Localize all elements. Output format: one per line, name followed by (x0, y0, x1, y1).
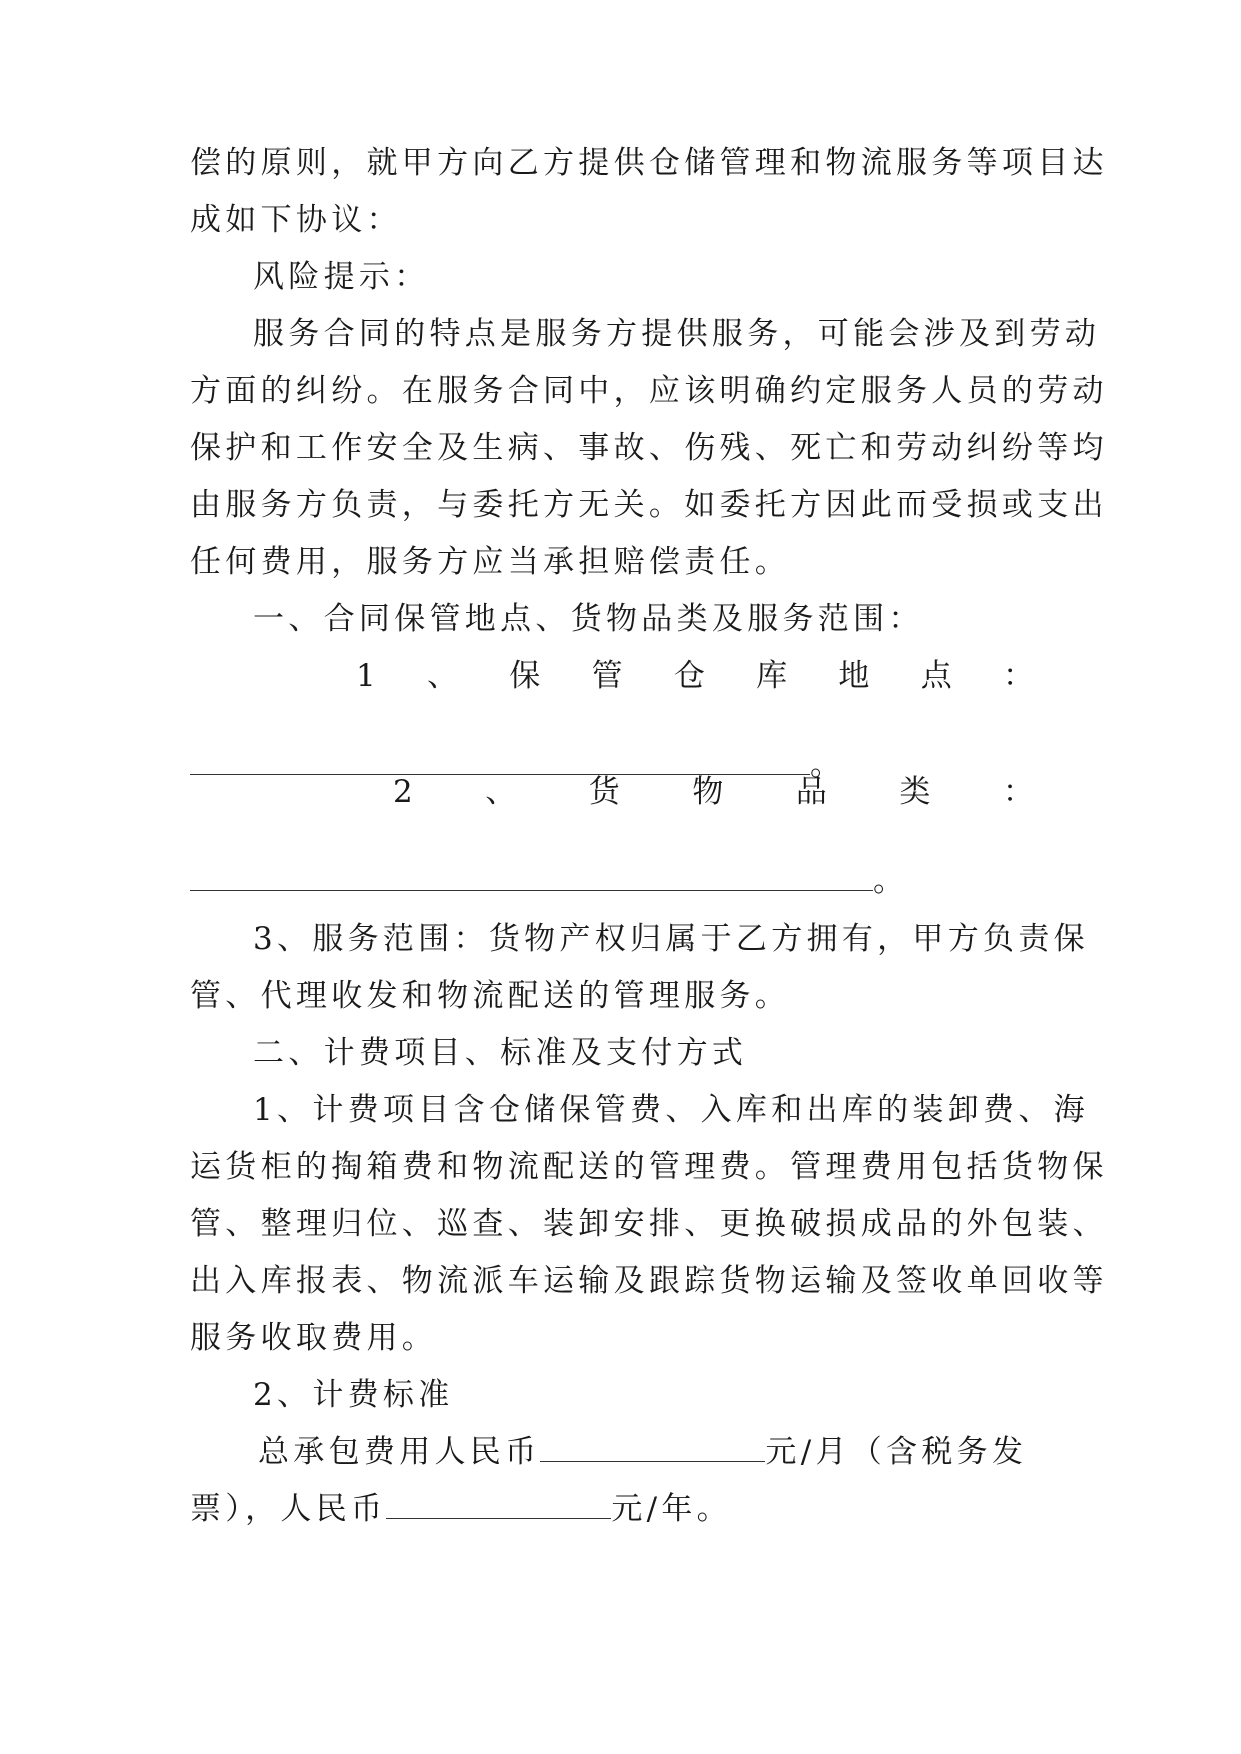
fee-mid: 元/月（含税务发 (765, 1434, 1028, 1470)
item2-end: 。 (873, 863, 904, 899)
text-line: 任何费用，服务方应当承担赔偿责任。 (190, 544, 791, 580)
text-line: 出入库报表、物流派车运输及跟踪货物运输及签收单回收等 (190, 1263, 1108, 1299)
text-line: 管、整理归位、巡查、装卸安排、更换破损成品的外包装、 (190, 1206, 1108, 1242)
item2-line (393, 770, 1034, 814)
text-line: 运货柜的掏箱费和物流配送的管理费。管理费用包括货物保 (190, 1149, 1108, 1185)
fee-line2-suffix: 元/年。 (611, 1491, 732, 1527)
item2-char: 品 (795, 774, 827, 810)
item1-char: 保 (509, 658, 541, 694)
section-heading: 风险提示： (253, 259, 430, 295)
item2-char: ： (1002, 774, 1034, 810)
item1-char: 地 (838, 658, 870, 694)
item2-char: 类 (899, 774, 931, 810)
text-line: 管、代理收发和物流配送的管理服务。 (190, 978, 791, 1014)
text-line: 保护和工作安全及生病、事故、伤残、死亡和劳动纠纷等均 (190, 430, 1108, 466)
fee-line2-prefix: 票），人民币 (190, 1491, 387, 1527)
item2-blank-line (190, 861, 904, 901)
item1-char: 管 (591, 658, 623, 694)
fee-line (258, 1430, 1052, 1474)
section-heading: 二、计费项目、标准及支付方式 (253, 1035, 748, 1071)
item1-char: 仓 (673, 658, 705, 694)
item1-line (356, 654, 1034, 698)
text-line: 由服务方负责，与委托方无关。如委托方因此而受损或支出 (190, 487, 1108, 523)
item1-char: 库 (756, 658, 788, 694)
item1-end: 。 (810, 747, 841, 783)
fee-line-2 (190, 1487, 1052, 1531)
item2-char: 、 (485, 774, 517, 810)
text-line: 服务合同的特点是服务方提供服务，可能会涉及到劳动 (253, 316, 1101, 352)
item1-char: 、 (427, 658, 459, 694)
monthly-fee-blank[interactable] (540, 1431, 765, 1462)
item1-char: ： (1002, 658, 1034, 694)
fee-prefix: 总承包费用人民币 (258, 1434, 541, 1470)
yearly-fee-blank[interactable] (386, 1488, 611, 1519)
item2-char: 货 (588, 774, 620, 810)
section-heading: 一、合同保管地点、货物品类及服务范围： (253, 601, 924, 637)
item1-char: 点 (920, 658, 952, 694)
text-line: 服务收取费用。 (190, 1320, 438, 1356)
item2-char: 2 (393, 774, 413, 810)
item1-char: 1 (356, 658, 376, 694)
item2-char: 物 (692, 774, 724, 810)
text-line: 3、服务范围：货物产权归属于乙方拥有，甲方负责保 (253, 921, 1089, 957)
text-line: 成如下协议： (190, 202, 402, 238)
subheading: 2、计费标准 (253, 1377, 454, 1413)
item2-blank[interactable] (190, 864, 873, 891)
text-line: 方面的纠纷。在服务合同中，应该明确约定服务人员的劳动 (190, 373, 1108, 409)
text-line: 1、计费项目含仓储保管费、入库和出库的装卸费、海 (253, 1092, 1089, 1128)
text-line: 偿的原则，就甲方向乙方提供仓储管理和物流服务等项目达 (190, 145, 1108, 181)
